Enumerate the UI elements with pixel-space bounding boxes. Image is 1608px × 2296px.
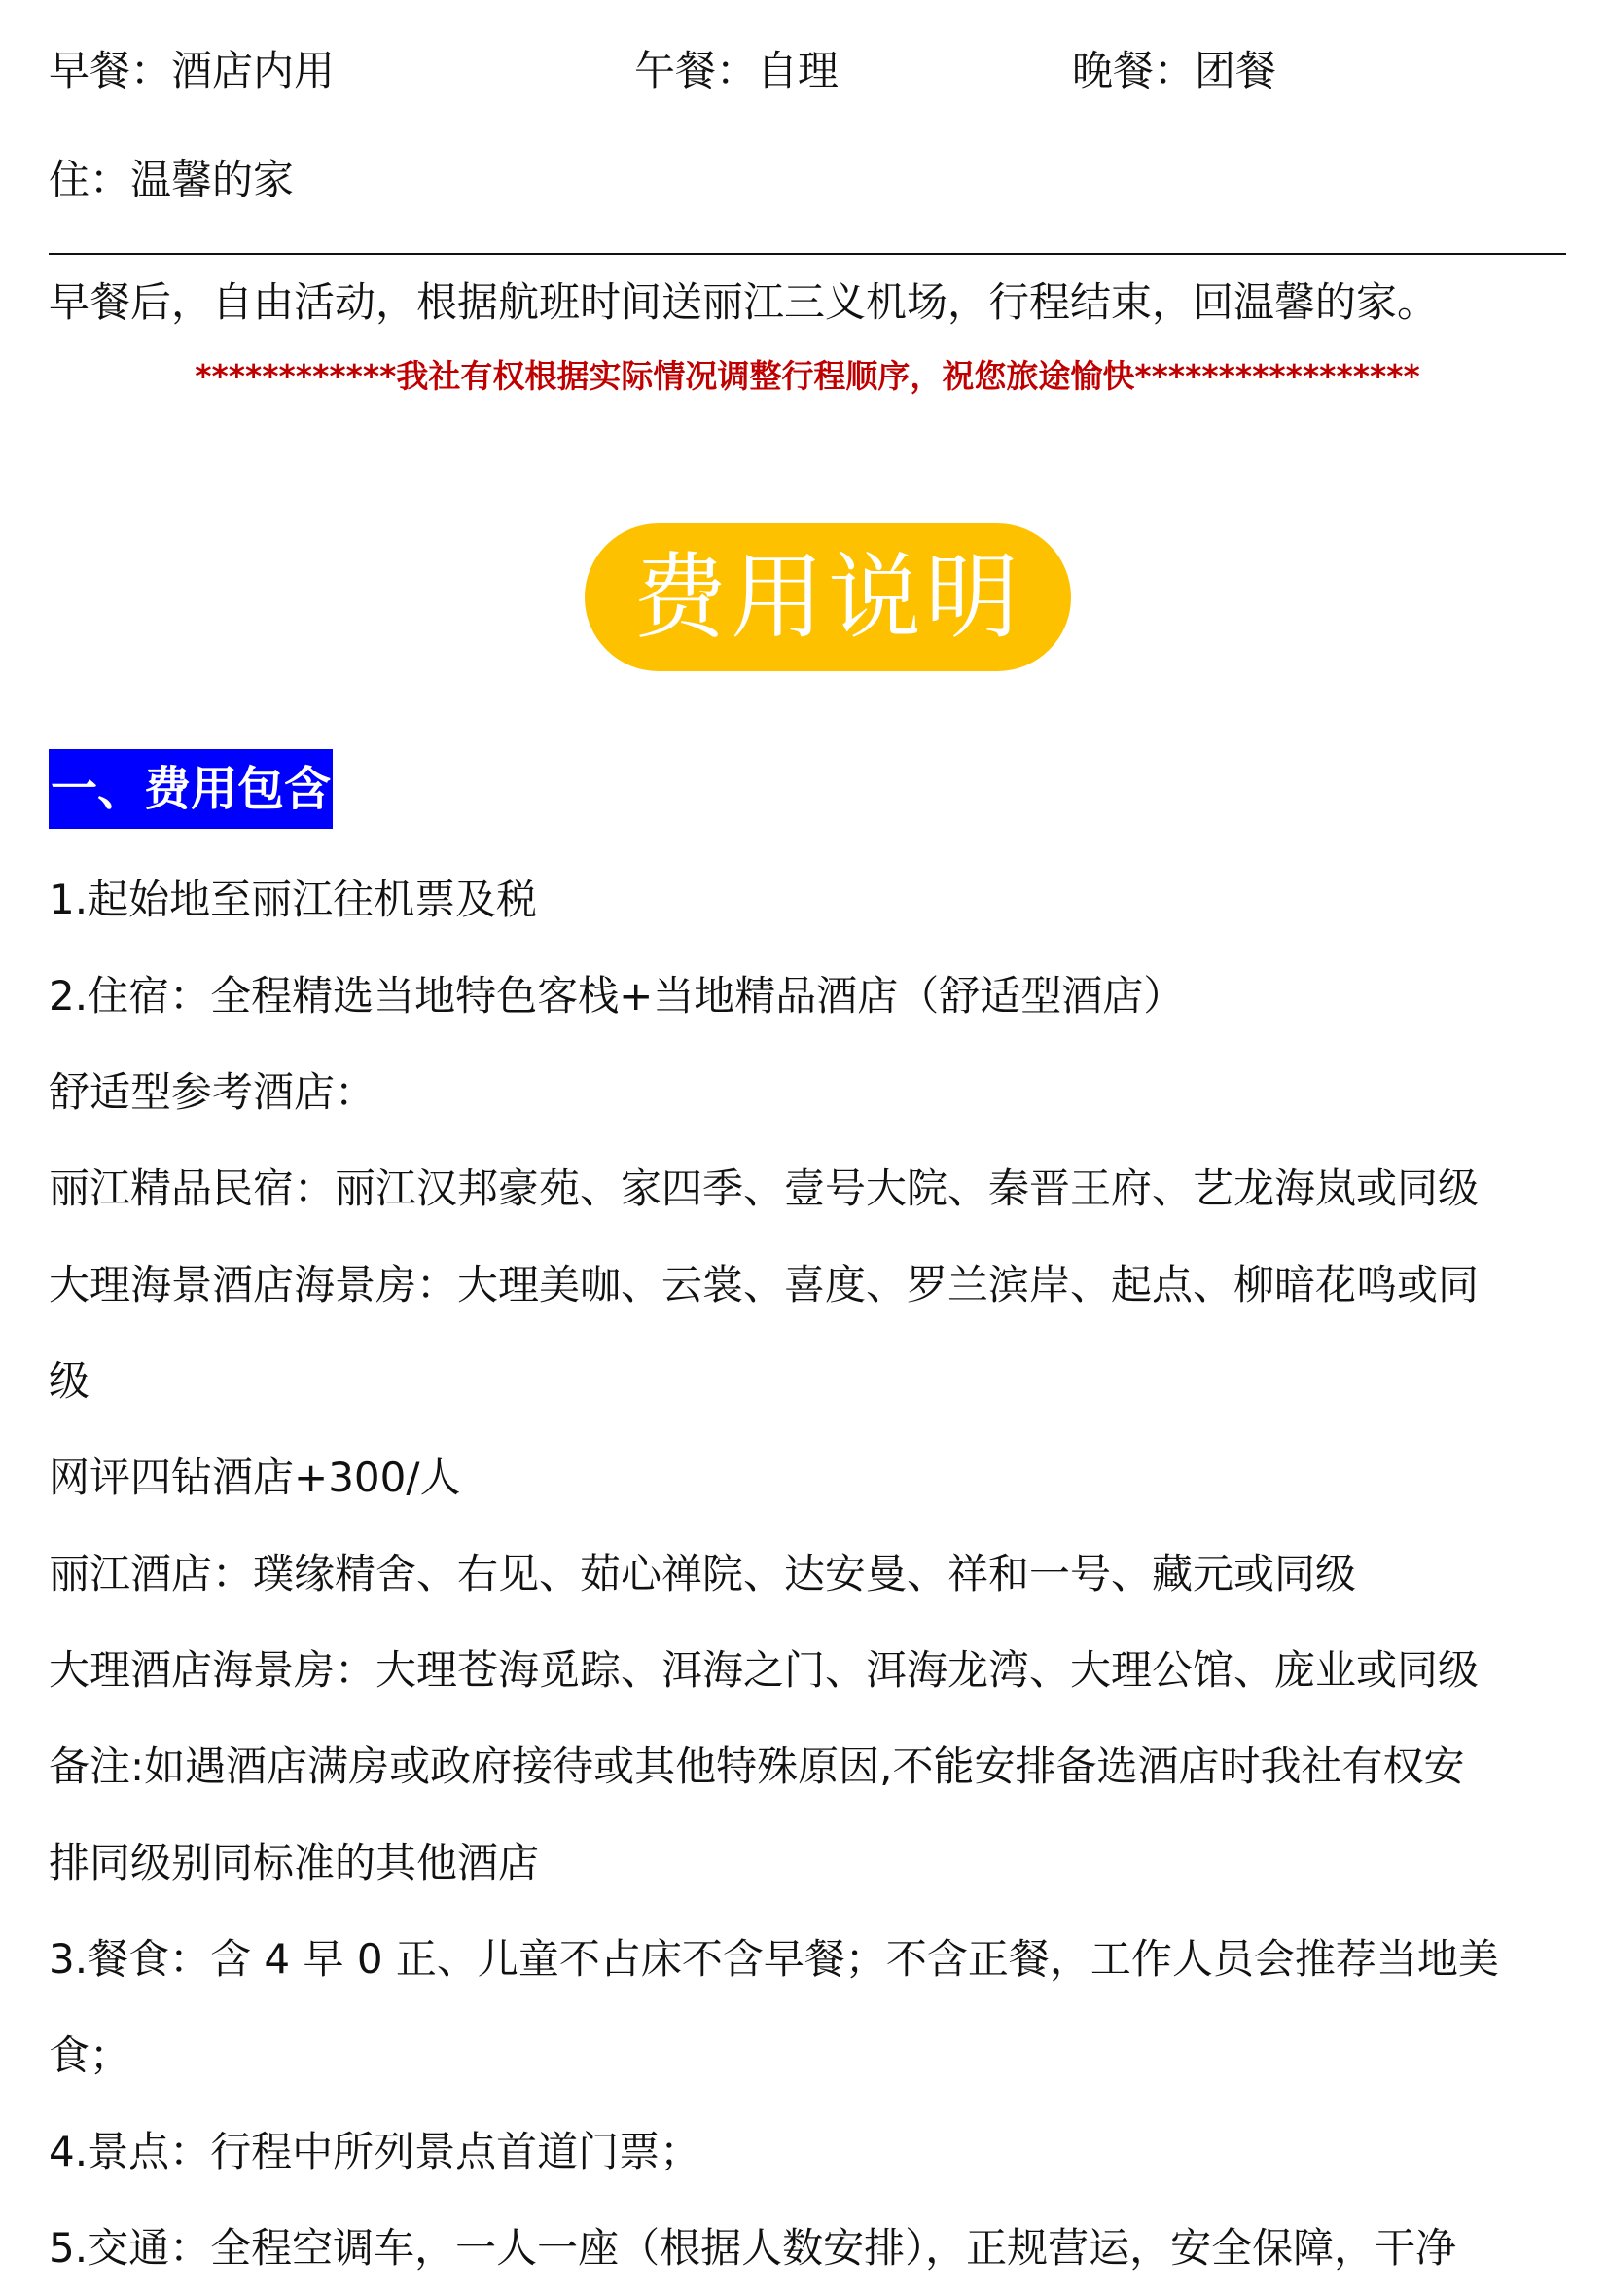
fee-line: 1.起始地至丽江往机票及税 bbox=[49, 876, 538, 923]
fee-line: 大理酒店海景房：大理苍海觅踪、洱海之门、洱海龙湾、大理公馆、庞业或同级 bbox=[49, 1646, 1480, 1694]
fee-line: 4.景点：行程中所列景点首道门票； bbox=[49, 2128, 701, 2175]
dinner-info: 晚餐：团餐 bbox=[1072, 47, 1277, 94]
fee-line: 2.住宿：全程精选当地特色客栈+当地精品酒店（舒适型酒店） bbox=[49, 972, 1185, 1020]
breakfast-info: 早餐：酒店内用 bbox=[49, 47, 336, 94]
banner-title: 费用说明 bbox=[633, 543, 1022, 652]
divider bbox=[49, 253, 1566, 255]
fee-line: 3.餐食：含 4 早 0 正、儿童不占床不含早餐；不含正餐，工作人员会推荐当地美 bbox=[49, 1935, 1499, 1983]
banner-pill bbox=[585, 523, 1071, 671]
meals-row bbox=[49, 37, 1566, 105]
fee-line: 5.交通：全程空调车，一人一座（根据人数安排），正规营运，安全保障，干净 bbox=[49, 2224, 1457, 2272]
fee-details bbox=[49, 851, 1566, 2296]
fee-line: 丽江酒店：璞缘精舍、右见、茹心禅院、达安曼、祥和一号、藏元或同级 bbox=[49, 1550, 1357, 1597]
fee-line: 排同级别同标准的其他酒店 bbox=[49, 1839, 540, 1886]
section-heading: 一、费用包含 bbox=[49, 749, 333, 829]
fee-line: 级 bbox=[49, 1357, 90, 1405]
fee-line: 丽江精品民宿：丽江汉邦豪苑、家四季、壹号大院、秦晋王府、艺龙海岚或同级 bbox=[49, 1165, 1480, 1212]
fee-line: 网评四钻酒店+300/人 bbox=[49, 1453, 461, 1501]
notice-text: ************我社有权根据实际情况调整行程顺序，祝您旅途愉快***************** bbox=[195, 357, 1420, 395]
accommodation-info: 住：温馨的家 bbox=[49, 156, 295, 203]
fee-line: 食； bbox=[49, 2031, 131, 2079]
fee-line: 大理海景酒店海景房：大理美咖、云裳、喜度、罗兰滨岸、起点、柳暗花鸣或同 bbox=[49, 1261, 1480, 1309]
fee-line: 舒适型参考酒店： bbox=[49, 1068, 376, 1116]
fee-line: 备注:如遇酒店满房或政府接待或其他特殊原因,不能安排备选酒店时我社有权安 bbox=[49, 1742, 1465, 1790]
lunch-info: 午餐：自理 bbox=[634, 47, 840, 94]
day-itinerary: 早餐后，自由活动，根据航班时间送丽江三义机场，行程结束，回温馨的家。 bbox=[49, 278, 1439, 326]
